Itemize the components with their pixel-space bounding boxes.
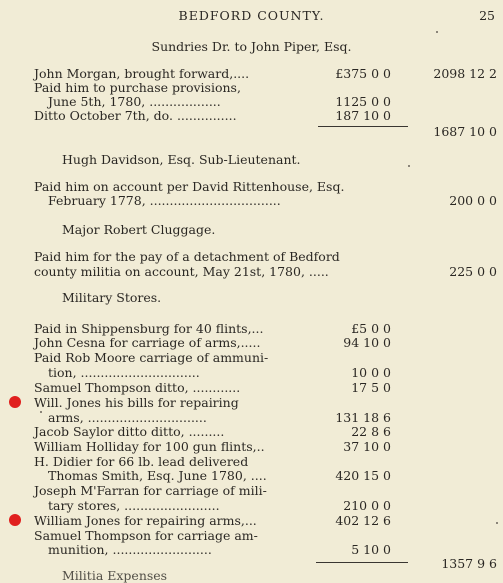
red-dot-marker-icon	[9, 514, 21, 526]
ledger-line: munition, ......................... 5 10 0	[48, 542, 391, 557]
paper-speck	[408, 165, 410, 167]
ledger-line: county militia on account, May 21st, 1780, ..... 225 0 0	[34, 264, 497, 279]
ledger-line: tion, .............................. 10 0 0	[48, 365, 391, 380]
subtotal-line: 1357 9 6	[441, 556, 497, 571]
running-title: BEDFORD COUNTY.	[178, 8, 325, 23]
subtotal-line: 1687 10 0	[433, 124, 497, 139]
ledger-line: John Morgan, brought forward,.... £375 0 0 2098 12 2	[34, 66, 497, 81]
ledger-line: June 5th, 1780, .................. 1125 0 0	[48, 94, 391, 109]
ledger-line: arms, .............................. 131 18 6	[48, 410, 391, 425]
section-heading-cluggage: Major Robert Cluggage.	[62, 222, 216, 237]
section-heading-next: Militia Expenses	[62, 568, 168, 583]
red-dot-marker-icon	[9, 396, 21, 408]
ledger-line: Samuel Thompson for carriage am-	[34, 528, 258, 543]
ledger-line-marked: Will. Jones his bills for repairing	[34, 395, 239, 410]
ledger-line: Paid him on account per David Rittenhouse, Esq.	[34, 179, 345, 194]
paper-speck	[40, 411, 42, 413]
ledger-line: H. Didier for 66 lb. lead delivered	[34, 454, 249, 469]
ledger-line: William Holliday for 100 gun flints,.. 37 10 0	[34, 439, 391, 454]
ledger-line: Samuel Thompson ditto, ............ 17 5 0	[34, 380, 391, 395]
ledger-line-marked: William Jones for repairing arms,... 402 12 6	[34, 513, 391, 528]
page-number: 25	[479, 8, 495, 23]
ledger-line: Ditto October 7th, do. ............... 187 10 0	[34, 108, 391, 123]
ledger-line: February 1778, ................................. 200 0 0	[48, 193, 497, 208]
ledger-line: John Cesna for carriage of arms,..... 94 10 0	[34, 335, 391, 350]
paper-speck	[496, 522, 498, 524]
ledger-line: Paid him for the pay of a detachment of Bedford	[34, 249, 340, 264]
section-heading-davidson: Hugh Davidson, Esq. Sub-Lieutenant.	[62, 152, 301, 167]
ledger-line: Paid in Shippensburg for 40 flints,... £5 0 0	[34, 321, 391, 336]
ledger-line: Joseph M'Farran for carriage of mili-	[34, 483, 267, 498]
section-heading-stores: Military Stores.	[62, 290, 162, 305]
ledger-line: Thomas Smith, Esq. June 1780, .... 420 15 0	[48, 468, 391, 483]
ledger-line: Paid him to purchase provisions,	[34, 80, 241, 95]
ledger-line: Paid Rob Moore carriage of ammuni-	[34, 350, 269, 365]
ledger-line: Jacob Saylor ditto ditto, ......... 22 8 6	[34, 424, 391, 439]
ledger-line: tary stores, ........................ 210 0 0	[48, 498, 391, 513]
section-heading-piper: Sundries Dr. to John Piper, Esq.	[151, 39, 352, 54]
paper-speck	[436, 31, 438, 33]
page-header	[0, 8, 503, 28]
